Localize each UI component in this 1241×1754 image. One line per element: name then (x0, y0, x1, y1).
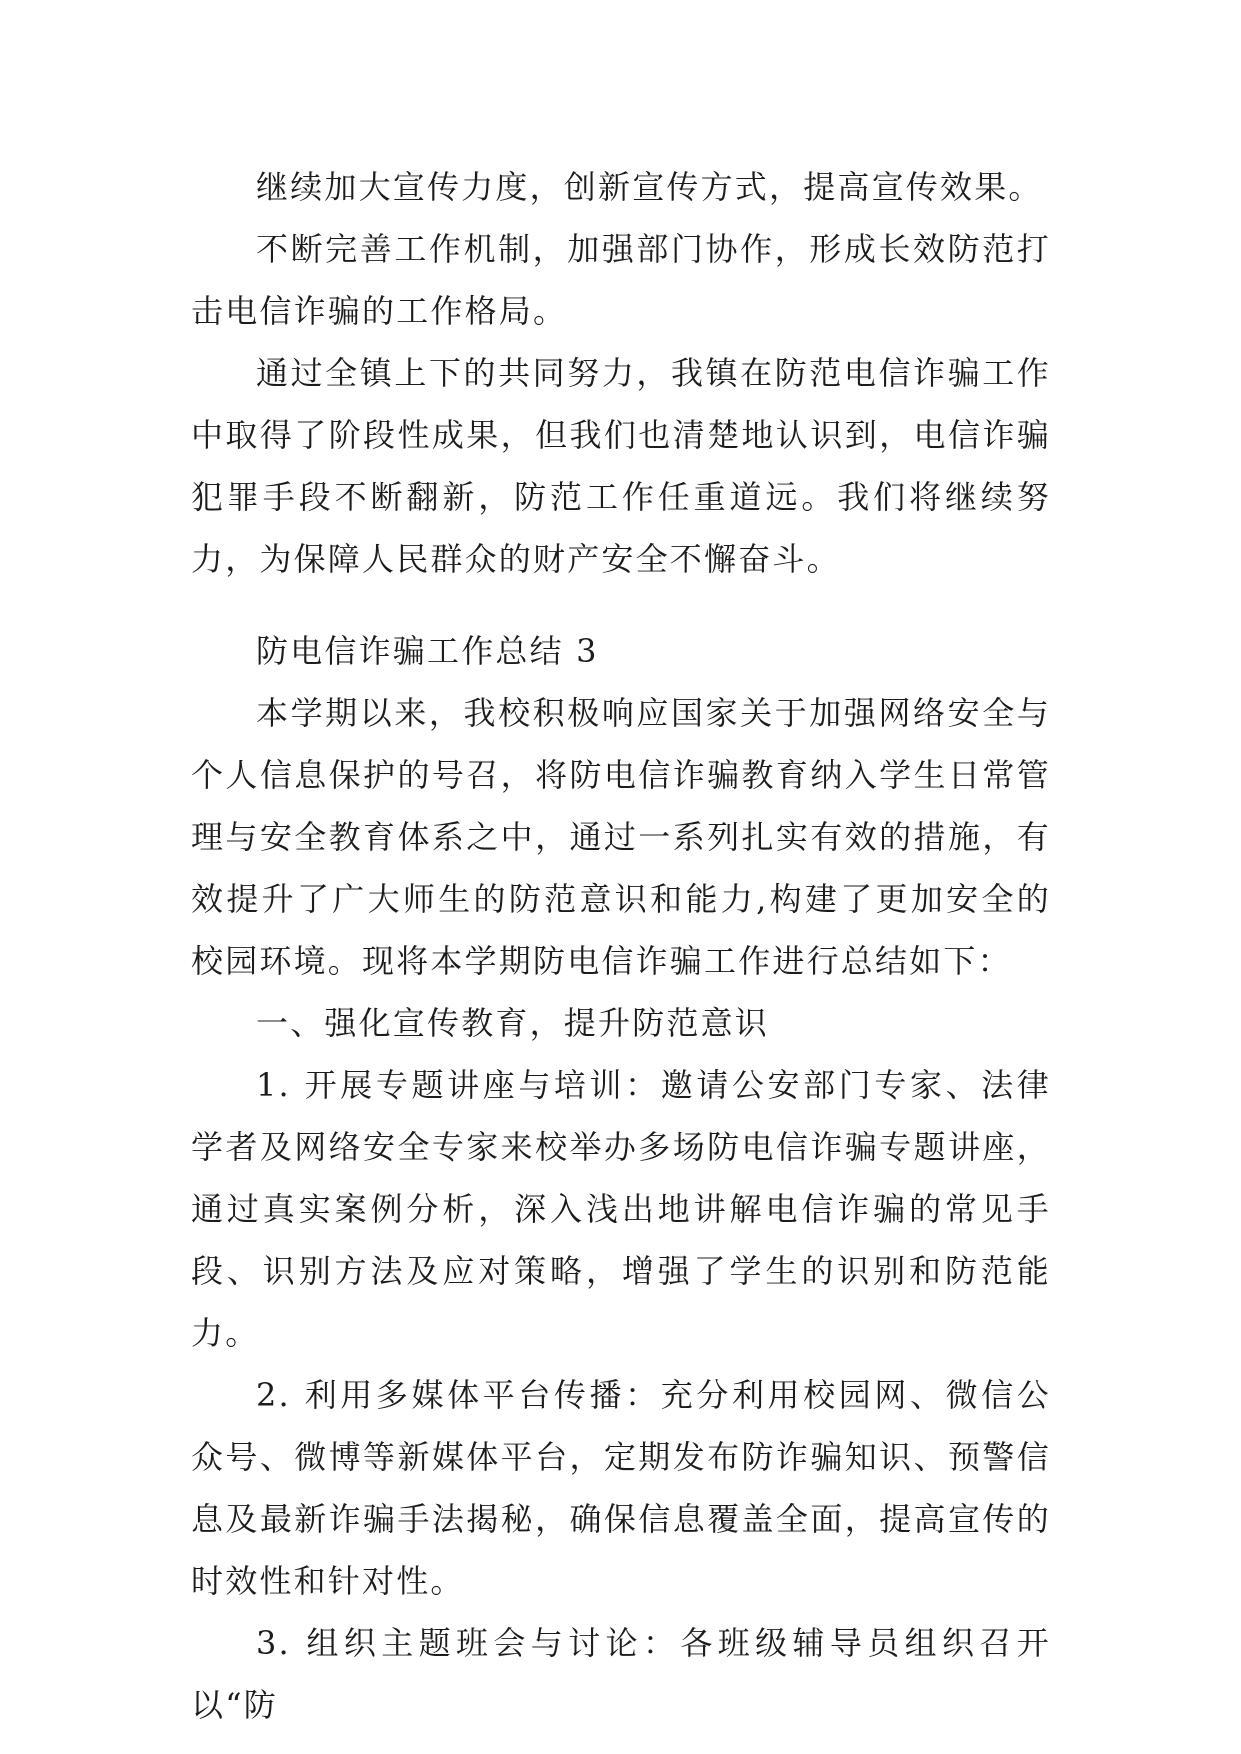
section-heading: 一、强化宣传教育，提升防范意识 (256, 1004, 770, 1042)
paragraph: 不断完善工作机制，加强部门协作，形成长效防范打击电信诈骗的工作格局。 (191, 230, 1051, 330)
list-item: 3. 组织主题班会与讨论：各班级辅导员组织召开以“防 (191, 1624, 1051, 1724)
paragraph: 通过全镇上下的共同努力，我镇在防范电信诈骗工作中取得了阶段性成果，但我们也清楚地认识到，电信诈骗犯罪手段不断翻新，防范工作任重道远。我们将继续努力，为保障人民群众的财产安全不懈奋斗。 (191, 354, 1051, 578)
paragraph: 继续加大宣传力度，创新宣传方式，提高宣传效果。 (256, 168, 1043, 206)
list-item: 2. 利用多媒体平台传播：充分利用校园网、微信公众号、微博等新媒体平台，定期发布防诈骗知识、预警信息及最新诈骗手法揭秘，确保信息覆盖全面，提高宣传的时效性和针对性。 (191, 1376, 1051, 1600)
previous-section-conclusion (191, 156, 1051, 590)
section-title: 防电信诈骗工作总结 3 (256, 632, 599, 670)
section-3 (191, 620, 1051, 1736)
list-item: 1. 开展专题讲座与培训：邀请公安部门专家、法律学者及网络安全专家来校举办多场防电信诈骗专题讲座，通过真实案例分析，深入浅出地讲解电信诈骗的常见手段、识别方法及应对策略，增强了学生的识别和防范能力。 (191, 1066, 1051, 1352)
paragraph: 本学期以来，我校积极响应国家关于加强网络安全与个人信息保护的号召，将防电信诈骗教育纳入学生日常管理与安全教育体系之中，通过一系列扎实有效的措施，有效提升了广大师生的防范意识和能力,构建了更加安全的校园环境。现将本学期防电信诈骗工作进行总结如下： (191, 694, 1051, 980)
